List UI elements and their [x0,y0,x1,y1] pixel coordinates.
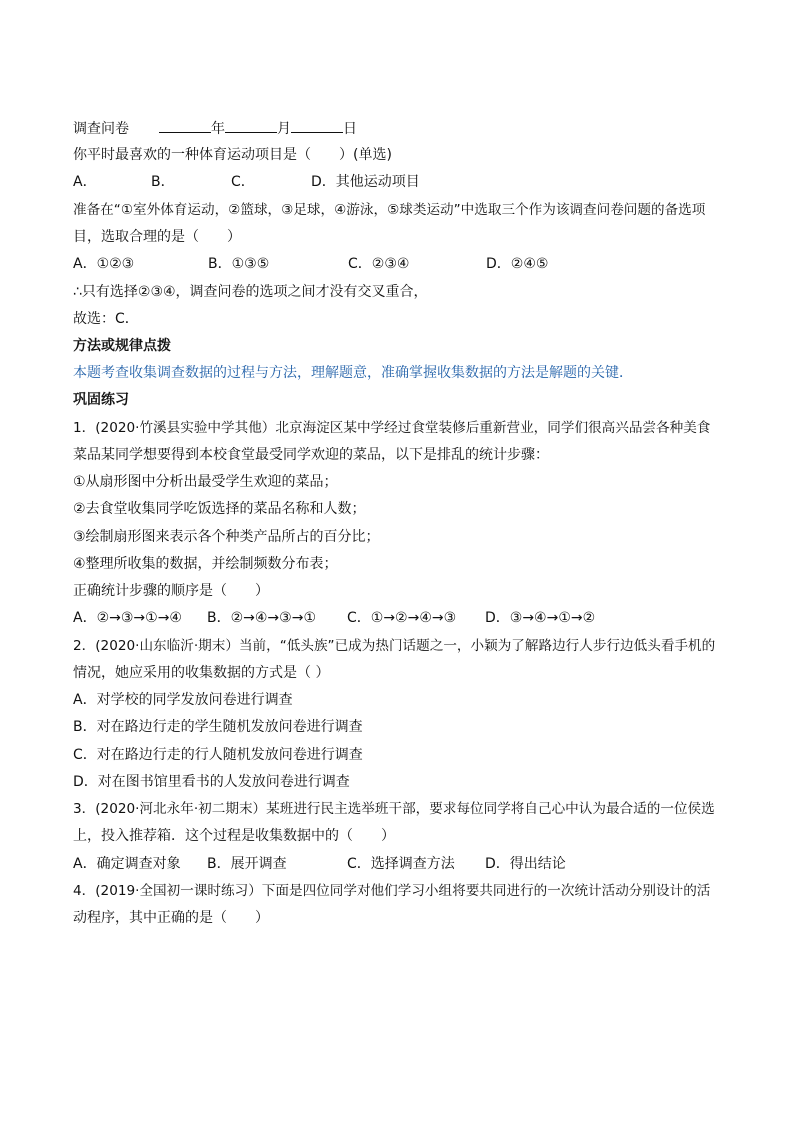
main-option-a: A．①②③ [73,256,135,272]
main-option-b: B．①③⑤ [208,256,270,272]
q3-line1: 3．(2020·河北永年·初二期末）某班进行民主选举班干部，要求每位同学将自己心中认为最合适的一位侯选 [73,801,715,817]
q1-option-d: D．③→④→①→② [485,610,596,626]
main-option-c: C．②③④ [348,256,410,272]
q1-line2: 菜品某同学想要得到本校食堂最受同学欢迎的菜品，以下是排乱的统计步骤： [73,447,549,463]
q3-option-b: B．展开调查 [207,856,287,872]
main-reason: ∴只有选择②③④，调查问卷的选项之间才没有交叉重合， [73,284,428,300]
q2-option-a: A．对学校的同学发放问卷进行调查 [73,692,293,708]
main-option-d: D．②④⑤ [486,256,549,272]
q1-step-4: ④整理所收集的数据，并绘制频数分布表； [73,556,338,572]
method-heading: 方法或规律点拨 [73,338,171,354]
pre-option-c: C． [231,174,255,190]
survey-label: 调查问卷 [73,121,129,137]
q2-option-c: C．对在路边行走的行人随机发放问卷进行调查 [73,747,363,763]
year-blank [159,118,211,133]
main-answer: 故选：C． [73,311,139,327]
main-stem-line2: 目，选取合理的是（ ） [73,229,241,245]
year-label: 年 [211,121,225,137]
q2-option-b: B．对在路边行走的学生随机发放问卷进行调查 [73,719,363,735]
q4-line2: 动程序，其中正确的是（ ） [73,910,269,926]
pre-options [73,172,733,192]
q4-line1: 4．(2019·全国初一课时练习）下面是四位同学对他们学习小组将要共同进行的一次统计活动分别设计的活 [73,883,711,899]
q1-step-3: ③绘制扇形图来表示各个种类产品所占的百分比； [73,529,380,545]
q3-options [73,854,733,874]
q1-ask: 正确统计步骤的顺序是（ ） [73,583,269,599]
q1-options [73,608,733,628]
q1-option-b: B．②→④→③→① [207,610,316,626]
q2-line2: 情况，她应采用的收集数据的方式是（ ） [73,665,330,681]
day-blank [291,118,343,133]
main-stem-line1: 准备在“①室外体育运动，②篮球，③足球，④游泳，⑤球类运动”中选取三个作为该调查问卷问题的备选项 [73,202,706,218]
survey-header [73,118,733,139]
day-label: 日 [343,121,357,137]
q1-step-2: ②去食堂收集同学吃饭选择的菜品名称和人数； [73,501,366,517]
q3-line2: 上，投入推荐箱．这个过程是收集数据中的（ ） [73,828,395,844]
q3-option-d: D．得出结论 [485,856,566,872]
q1-option-a: A．②→③→①→④ [73,610,182,626]
q2-option-d: D．对在图书馆里看书的人发放问卷进行调查 [73,774,350,790]
month-label: 月 [277,121,291,137]
q3-option-c: C．选择调查方法 [347,856,455,872]
pre-option-d: D．其他运动项目 [311,174,420,190]
pre-question: 你平时最喜欢的一种体育运动项目是（ ）(单选) [73,147,392,163]
method-text: 本题考查收集调查数据的过程与方法，理解题意，准确掌握收集数据的方法是解题的关键． [73,365,633,381]
pre-option-b: B． [151,174,175,190]
q1-step-1: ①从扇形图中分析出最受学生欢迎的菜品； [73,474,338,490]
q3-option-a: A．确定调查对象 [73,856,181,872]
q2-line1: 2．(2020·山东临沂·期末）当前，“低头族”已成为热门话题之一，小颖为了解路边行人步行边低头看手机的 [73,638,716,654]
main-options [73,254,733,274]
pre-option-a: A． [73,174,97,190]
q1-option-c: C．①→②→④→③ [347,610,457,626]
month-blank [225,118,277,133]
practice-heading: 巩固练习 [73,392,129,408]
q1-line1: 1．(2020·竹溪县实验中学其他）北京海淀区某中学经过食堂装修后重新营业，同学们很高兴品尝各种美食 [73,420,711,436]
